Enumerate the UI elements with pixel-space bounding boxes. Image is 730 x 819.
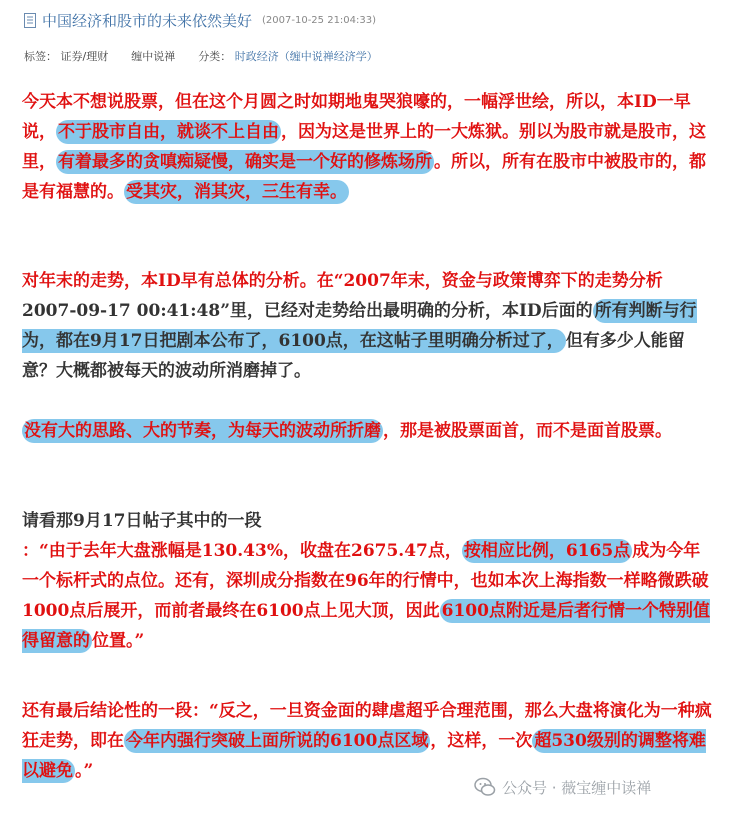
wechat-watermark [474, 776, 651, 798]
text-segment: ”里，已经对走势给出最明确的分析，本ID后面的 [220, 301, 593, 321]
highlighted-text: 有着最多的贪嗔痴疑慢，确实是一个好的修炼场所 [58, 152, 432, 172]
highlighted-text: 没有大的思路、大的节奏，为每天的波动所折磨 [24, 421, 381, 441]
text-segment: 但有多少人能留意？大概都被每天的波动所消磨掉了。 [22, 331, 685, 381]
paragraph-4 [22, 536, 712, 656]
tag-link[interactable]: 证券/理财 [60, 50, 109, 63]
post-reference-timestamp: 2007-09-17 00:41:48 [22, 301, 221, 321]
paragraph-2 [22, 266, 712, 386]
category-link[interactable]: 时政经济（缠中说禅经济学） [234, 50, 378, 63]
highlighted-text: 受其灾，消其灾，三生有幸。 [126, 182, 347, 202]
text-segment: 还有最后结论性的一段：“反之，一旦资金面的肆虐超乎合理范围，那么大盘将演化为一种疯狂走势，即在 [22, 701, 712, 751]
post-title[interactable]: 中国经济和股市的未来依然美好 [42, 12, 253, 30]
highlighted-text: 6100点附近是后者行情一个特别值得留意的 [22, 601, 710, 651]
text-segment: 对年末的走势，本ID早有总体的分析。在“2007年末，资金与政策博弈下的走势分析 [22, 271, 663, 291]
text-segment: 。” [75, 761, 94, 781]
paragraph-5 [22, 696, 712, 786]
document-icon [24, 13, 36, 28]
paragraph-3 [22, 416, 712, 446]
watermark-text: 公众号 · 薇宝缠中读禅 [502, 778, 652, 797]
highlighted-text: 今年内强行突破上面所说的6100点区域 [126, 731, 429, 751]
text-segment: ：“由于去年大盘涨幅是130.43%，收盘在2675.47点， [22, 541, 462, 561]
text-segment: 。所以，所有在股市中被股市的，都是有福慧的。 [22, 152, 706, 202]
text-segment: 位置。” [92, 631, 145, 651]
category-label: 分类： [198, 50, 232, 63]
tag-link[interactable]: 缠中说禅 [131, 50, 176, 63]
text-segment: 今天本不想说股票，但在这个月圆之时如期地鬼哭狼嚎的，一幅浮世绘，所以，本ID一早说， [22, 92, 691, 142]
post-header [24, 10, 376, 31]
text-segment: 成为今年一个标杆式的点位。还有，深圳成分指数在96年的行情中，也如本次上海指数一样略微跌破1000点后展开，而前者最终在6100点上见大顶，因此 [22, 541, 709, 621]
highlighted-text: 超530级别的调整将难以避免 [22, 731, 706, 781]
text-segment: ，那是被股票面首，而不是面首股票。 [383, 421, 672, 441]
wechat-icon [474, 776, 496, 798]
highlighted-text: 所有判断与行为，都在9月17日把剧本公布了，6100点，在这帖子里明确分析过了， [22, 301, 697, 351]
text-segment: ，因为这是世界上的一大炼狱。别以为股市就是股市，这里， [22, 122, 706, 172]
post-timestamp: (2007-10-25 21:04:33) [262, 15, 377, 26]
highlighted-text: 按相应比例，6165点 [463, 541, 631, 561]
paragraph-4-heading: 请看那9月17日帖子其中的一段 [22, 511, 262, 531]
tags-label: 标签： [24, 50, 57, 63]
post-meta [24, 48, 378, 64]
highlighted-text: 不于股市自由，就谈不上自由 [58, 122, 279, 142]
paragraph-1 [22, 87, 712, 207]
text-segment: ，这样，一次 [430, 731, 533, 751]
